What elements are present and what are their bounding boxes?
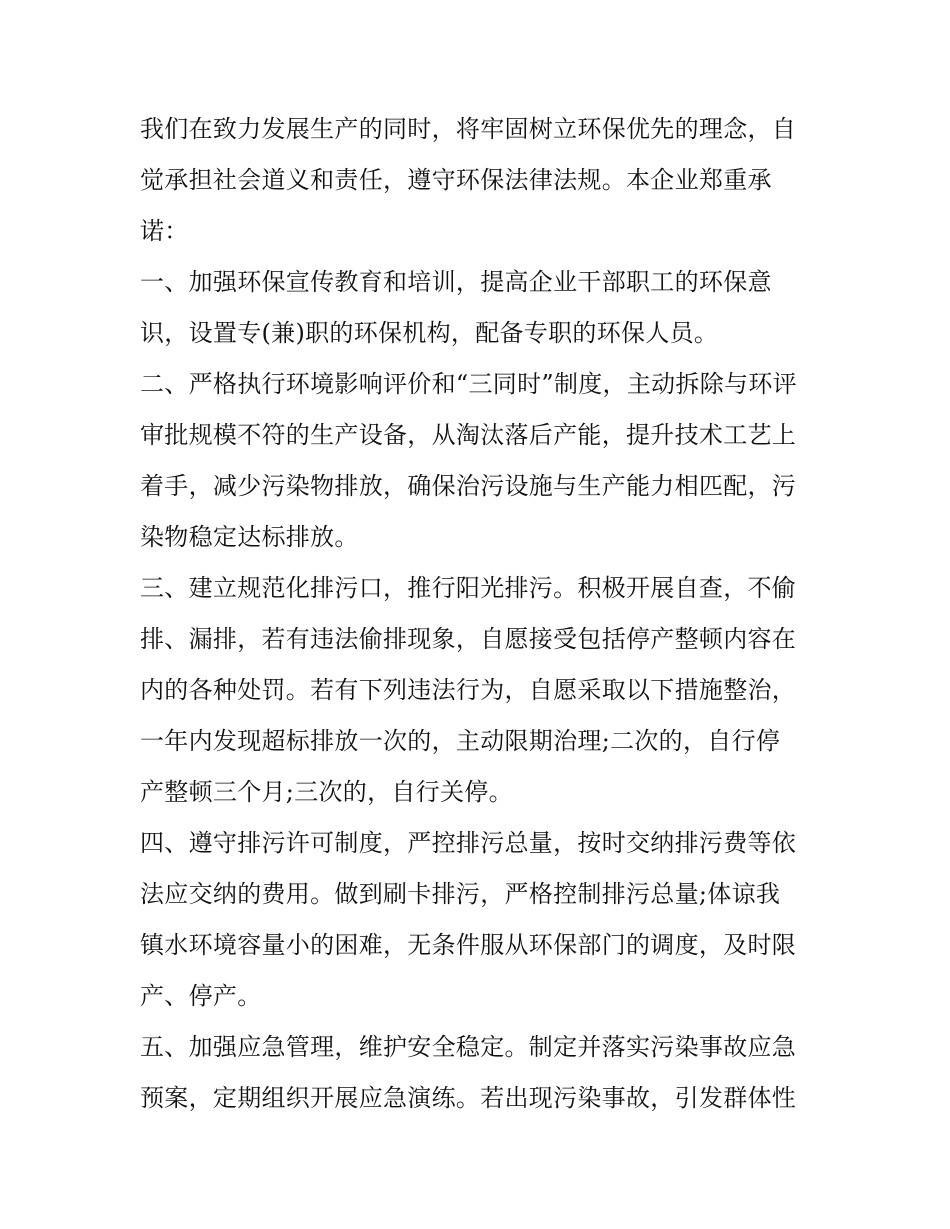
text-line: 内的各种处罚。若有下列违法行为，自愿采取以下措施整治，	[140, 676, 797, 704]
text-line: 诺：	[140, 217, 189, 245]
text-line: 五、加强应急管理，维护安全稳定。制定并落实污染事故应急	[140, 1033, 797, 1061]
text-line: 二、严格执行环境影响评价和“三同时”制度，主动拆除与环评	[140, 370, 797, 398]
text-line: 觉承担社会道义和责任，遵守环保法律法规。本企业郑重承	[140, 166, 772, 194]
text-line: 着手，减少污染物排放，确保治污设施与生产能力相匹配，污	[140, 472, 797, 500]
text-line: 法应交纳的费用。做到刷卡排污，严格控制排污总量;体谅我	[140, 880, 781, 908]
text-line: 染物稳定达标排放。	[140, 523, 359, 551]
text-line: 四、遵守排污许可制度，严控排污总量，按时交纳排污费等依	[140, 829, 797, 857]
text-line: 识，设置专(兼)职的环保机构，配备专职的环保人员。	[140, 319, 719, 347]
text-line: 排、漏排，若有违法偷排现象，自愿接受包括停产整顿内容在	[140, 625, 797, 653]
document-body	[140, 104, 820, 1124]
text-line: 审批规模不符的生产设备，从淘汰落后产能，提升技术工艺上	[140, 421, 797, 449]
text-line: 预案，定期组织开展应急演练。若出现污染事故，引发群体性	[140, 1084, 797, 1112]
text-line: 产整顿三个月;三次的，自行关停。	[140, 778, 513, 806]
text-line: 镇水环境容量小的困难，无条件服从环保部门的调度，及时限	[140, 931, 797, 959]
text-line: 三、建立规范化排污口，推行阳光排污。积极开展自查，不偷	[140, 574, 797, 602]
text-line: 产、停产。	[140, 982, 262, 1010]
text-line: 一、加强环保宣传教育和培训，提高企业干部职工的环保意	[140, 268, 772, 296]
text-line: 一年内发现超标排放一次的，主动限期治理;二次的，自行停	[140, 727, 781, 755]
text-line: 我们在致力发展生产的同时，将牢固树立环保优先的理念，自	[140, 115, 797, 143]
